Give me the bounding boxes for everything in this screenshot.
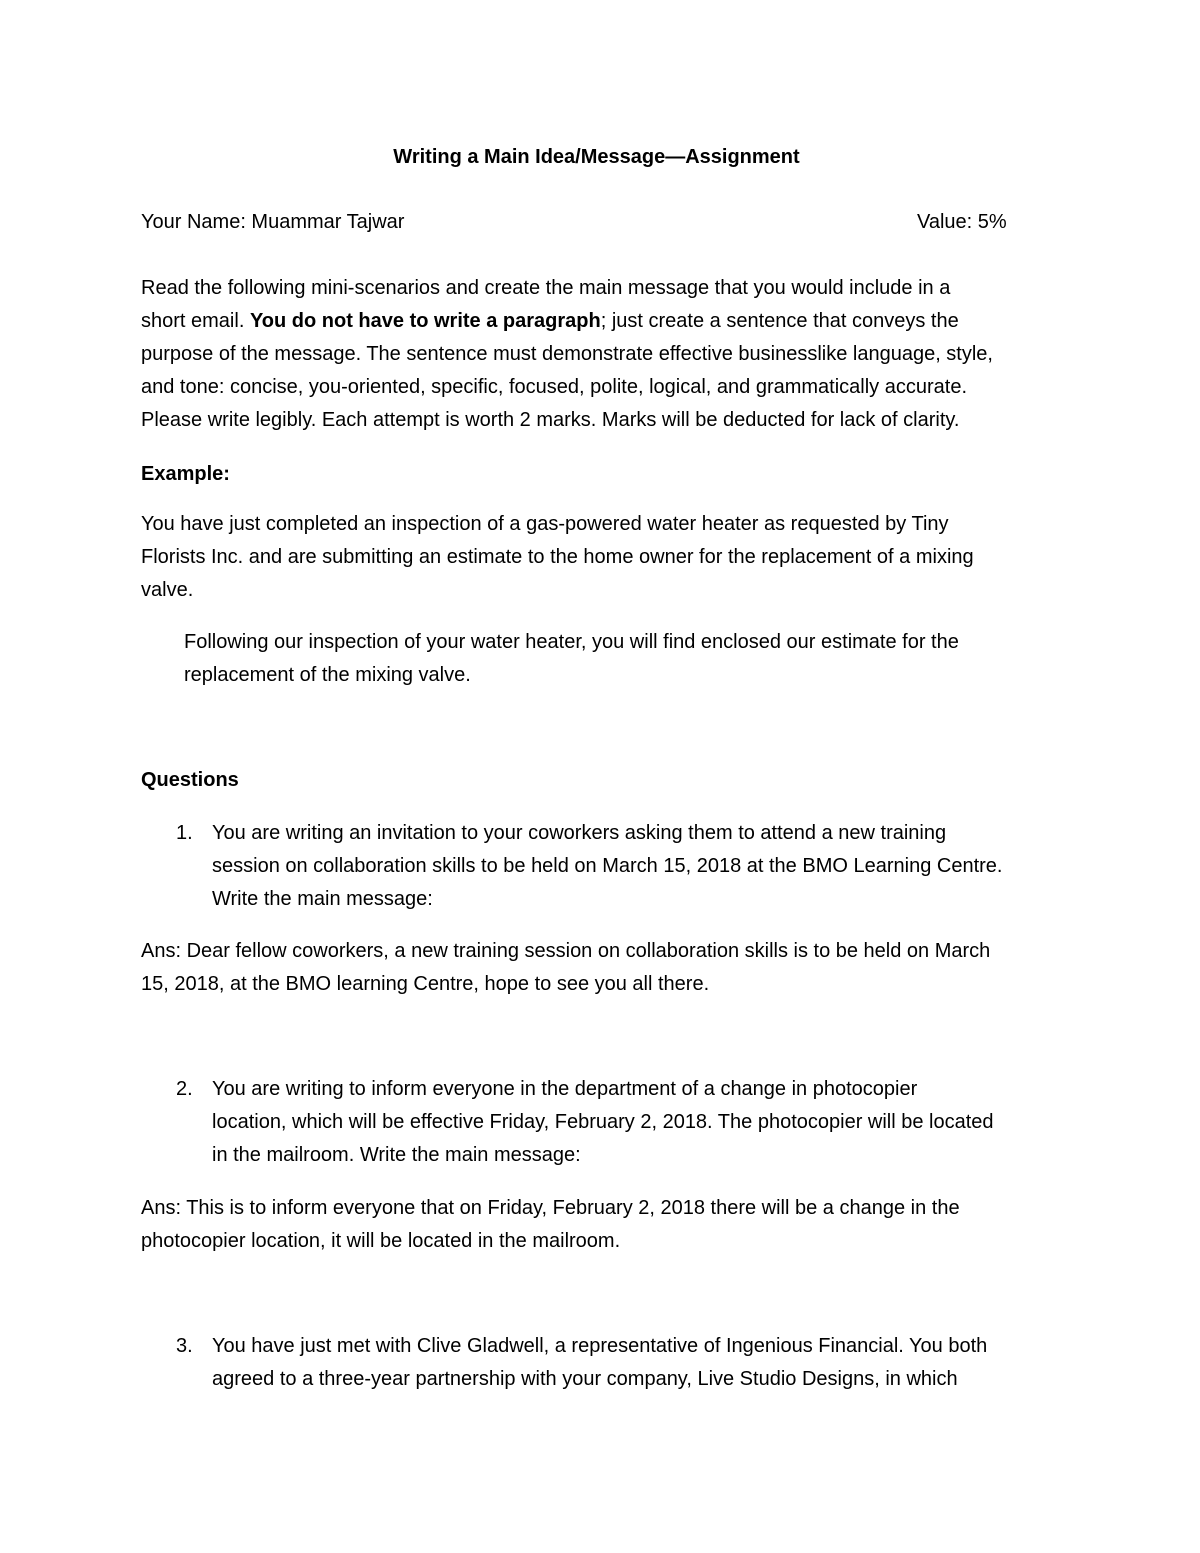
question-1-line-3: Write the main message: xyxy=(212,888,433,910)
questions-heading: Questions xyxy=(141,769,239,791)
example-answer-line-2: replacement of the mixing valve. xyxy=(184,664,471,686)
assignment-value: Value: 5% xyxy=(917,211,1007,233)
example-scenario-line-2: Florists Inc. and are submitting an estimate to the home owner for the replacement of a mixing xyxy=(141,546,974,568)
instructions-line-4: and tone: concise, you-oriented, specific, focused, polite, logical, and grammatically accurate. xyxy=(141,376,967,398)
example-scenario-line-3: valve. xyxy=(141,579,194,601)
question-1-line-2: session on collaboration skills to be held on March 15, 2018 at the BMO Learning Centre. xyxy=(212,855,1003,877)
instructions-line-2-end: ; just create a sentence that conveys the xyxy=(600,310,959,332)
instructions-line-2 xyxy=(141,305,959,338)
question-1-line-1: You are writing an invitation to your coworkers asking them to attend a new training xyxy=(212,822,947,844)
question-3-line-2: agreed to a three-year partnership with your company, Live Studio Designs, in which xyxy=(212,1368,958,1390)
instructions-line-5: Please write legibly. Each attempt is worth 2 marks. Marks will be deducted for lack of clarity. xyxy=(141,409,960,431)
instructions-emphasis: You do not have to write a paragraph xyxy=(249,310,601,332)
question-3-number: 3. xyxy=(176,1335,193,1357)
instructions-line-3: purpose of the message. The sentence must demonstrate effective businesslike language, style, xyxy=(141,343,993,365)
answer-1-line-1: Ans: Dear fellow coworkers, a new training session on collaboration skills is to be held on March xyxy=(141,940,991,962)
answer-1-line-2: 15, 2018, at the BMO learning Centre, hope to see you all there. xyxy=(141,973,710,995)
question-1-number: 1. xyxy=(176,822,193,844)
answer-2-line-1: Ans: This is to inform everyone that on Friday, February 2, 2018 there will be a change in the xyxy=(141,1197,960,1219)
question-3-line-1: You have just met with Clive Gladwell, a representative of Ingenious Financial. You both xyxy=(212,1335,988,1357)
instructions-line-1: Read the following mini-scenarios and create the main message that you would include in a xyxy=(141,277,951,299)
student-name: Your Name: Muammar Tajwar xyxy=(141,211,405,233)
example-heading: Example: xyxy=(141,463,230,485)
instructions-line-2-start: short email. xyxy=(141,310,250,332)
question-2-line-2: location, which will be effective Friday, February 2, 2018. The photocopier will be located xyxy=(212,1111,994,1133)
example-scenario-line-1: You have just completed an inspection of a gas-powered water heater as requested by Tiny xyxy=(141,513,949,535)
answer-2-line-2: photocopier location, it will be located in the mailroom. xyxy=(141,1230,621,1252)
question-2-number: 2. xyxy=(176,1078,193,1100)
page-title: Writing a Main Idea/Message—Assignment xyxy=(393,146,800,168)
example-answer-line-1: Following our inspection of your water heater, you will find enclosed our estimate for the xyxy=(184,631,959,653)
question-2-line-3: in the mailroom. Write the main message: xyxy=(212,1144,581,1166)
question-2-line-1: You are writing to inform everyone in the department of a change in photocopier xyxy=(212,1078,918,1100)
